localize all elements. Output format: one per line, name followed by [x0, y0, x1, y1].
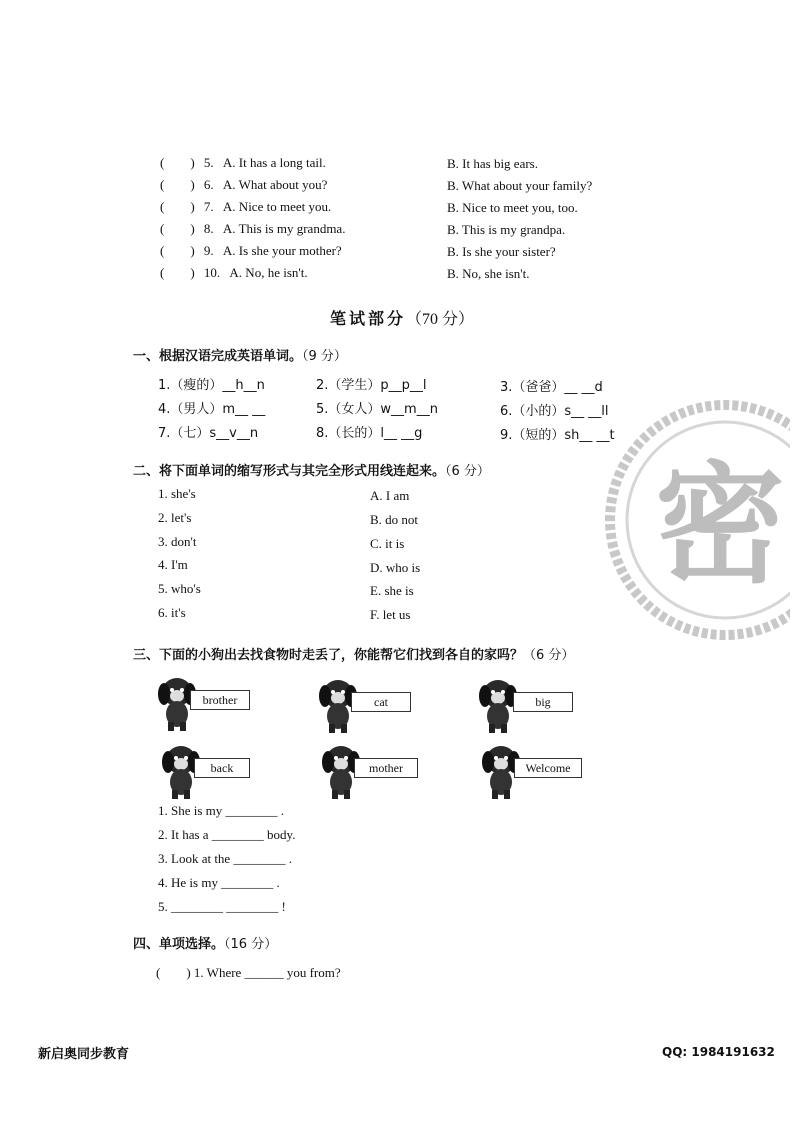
question-number: 5. [203, 155, 214, 170]
section-title-text: 二、将下面单词的缩写形式与其完全形式用线连起来。 [133, 464, 446, 479]
written-part-title [330, 306, 474, 329]
section-score: （6 分） [445, 464, 490, 479]
contraction-4[interactable]: 4. I'm [158, 557, 188, 572]
section4-title [133, 933, 277, 952]
full-form-e[interactable]: E. she is [370, 583, 414, 598]
word-item-8[interactable]: 8.（长的）l__ __g [316, 426, 423, 441]
answer-paren[interactable]: ( ) [160, 265, 195, 280]
word-item-7[interactable]: 7.（七）s__v__n [158, 426, 259, 441]
word-item-2[interactable]: 2.（学生）p__p__l [316, 378, 427, 393]
question-10 [160, 262, 308, 281]
dog-label: Welcome [514, 758, 582, 778]
option-b: B. It has big ears. [447, 156, 538, 171]
option-b: B. What about your family? [447, 178, 593, 193]
dog-card-welcome[interactable] [480, 740, 600, 800]
dog-label: back [194, 758, 250, 778]
dog-card-cat[interactable] [317, 674, 437, 734]
contraction-5[interactable]: 5. who's [158, 581, 201, 596]
footer-brand: 新启奥同步教育 [38, 1047, 130, 1062]
word-item-4[interactable]: 4.（男人）m__ __ [158, 402, 266, 417]
fill-sentence-5[interactable]: 5. ________ ________ ! [158, 899, 286, 914]
answer-paren[interactable]: ( ) [160, 221, 195, 236]
section-title-text: 三、下面的小狗出去找食物时走丢了，你能帮它们找到各自的家吗？ [133, 648, 524, 663]
option-a: A. It has a long tail. [222, 155, 326, 170]
section2-title [133, 460, 490, 479]
dog-card-brother[interactable] [156, 672, 276, 732]
dog-label: cat [351, 692, 411, 712]
dog-label: mother [354, 758, 418, 778]
contraction-3[interactable]: 3. don't [158, 534, 197, 549]
question-7 [160, 196, 331, 215]
question-8 [160, 218, 345, 237]
question-number: 8. [203, 221, 214, 236]
section3-title [133, 644, 574, 663]
word-item-3[interactable]: 3.（爸爸）__ __d [500, 380, 603, 395]
option-a: A. No, he isn't. [229, 265, 308, 280]
part-title-text: 笔试部分 [330, 309, 407, 328]
word-item-9[interactable]: 9.（短的）sh__ __t [500, 428, 615, 443]
option-a: A. This is my grandma. [222, 221, 346, 236]
fill-sentence-4[interactable]: 4. He is my ________ . [158, 875, 280, 890]
full-form-c[interactable]: C. it is [370, 536, 405, 551]
option-b: B. Nice to meet you, too. [447, 200, 578, 215]
footer-qq: QQ: 1984191632 [662, 1045, 775, 1059]
question-9 [160, 240, 342, 259]
answer-paren[interactable]: ( ) [160, 155, 195, 170]
question-number: 10. [203, 265, 221, 280]
fill-sentence-1[interactable]: 1. She is my ________ . [158, 803, 285, 818]
option-a: A. What about you? [222, 177, 328, 192]
question-5 [160, 152, 326, 171]
word-item-1[interactable]: 1.（瘦的）__h__n [158, 378, 265, 393]
answer-paren[interactable]: ( ) [160, 177, 195, 192]
option-b: B. Is she your sister? [447, 244, 556, 259]
section-title-text: 四、单项选择。 [133, 937, 225, 952]
option-a: A. Is she your mother? [222, 243, 342, 258]
answer-paren[interactable]: ( ) [160, 199, 195, 214]
stamp-char: 密 [654, 449, 786, 601]
seal-stamp [600, 400, 790, 650]
option-b: B. No, she isn't. [447, 266, 530, 281]
contraction-6[interactable]: 6. it's [158, 605, 186, 620]
section-score: （9 分） [302, 349, 347, 364]
question-number: 9. [203, 243, 214, 258]
dog-card-mother[interactable] [320, 740, 440, 800]
part-score: （70 分） [406, 311, 475, 328]
section-score: （16 分） [224, 937, 278, 952]
fill-sentence-2[interactable]: 2. It has a ________ body. [158, 827, 296, 842]
choice-question-1[interactable]: ( ) 1. Where ______ you from? [156, 965, 341, 980]
option-a: A. Nice to meet you. [222, 199, 332, 214]
fill-sentence-3[interactable]: 3. Look at the ________ . [158, 851, 292, 866]
contraction-1[interactable]: 1. she's [158, 486, 196, 501]
word-item-5[interactable]: 5.（女人）w__m__n [316, 402, 438, 417]
section-score: （6 分） [523, 648, 575, 663]
option-b: B. This is my grandpa. [447, 222, 566, 237]
word-item-6[interactable]: 6.（小的）s__ __ll [500, 404, 609, 419]
full-form-f[interactable]: F. let us [370, 607, 411, 622]
contraction-2[interactable]: 2. let's [158, 510, 192, 525]
seal-stamp-graphic [600, 400, 790, 650]
answer-paren[interactable]: ( ) [160, 243, 195, 258]
question-number: 7. [203, 199, 214, 214]
full-form-a[interactable]: A. I am [370, 488, 410, 503]
full-form-b[interactable]: B. do not [370, 512, 419, 527]
dog-label: big [513, 692, 573, 712]
dog-card-back[interactable] [160, 740, 280, 800]
section-title-text: 一、根据汉语完成英语单词。 [133, 349, 303, 364]
section1-title [133, 345, 347, 364]
dog-card-big[interactable] [477, 674, 597, 734]
dog-label: brother [190, 690, 250, 710]
question-6 [160, 174, 327, 193]
full-form-d[interactable]: D. who is [370, 560, 421, 575]
question-number: 6. [203, 177, 214, 192]
